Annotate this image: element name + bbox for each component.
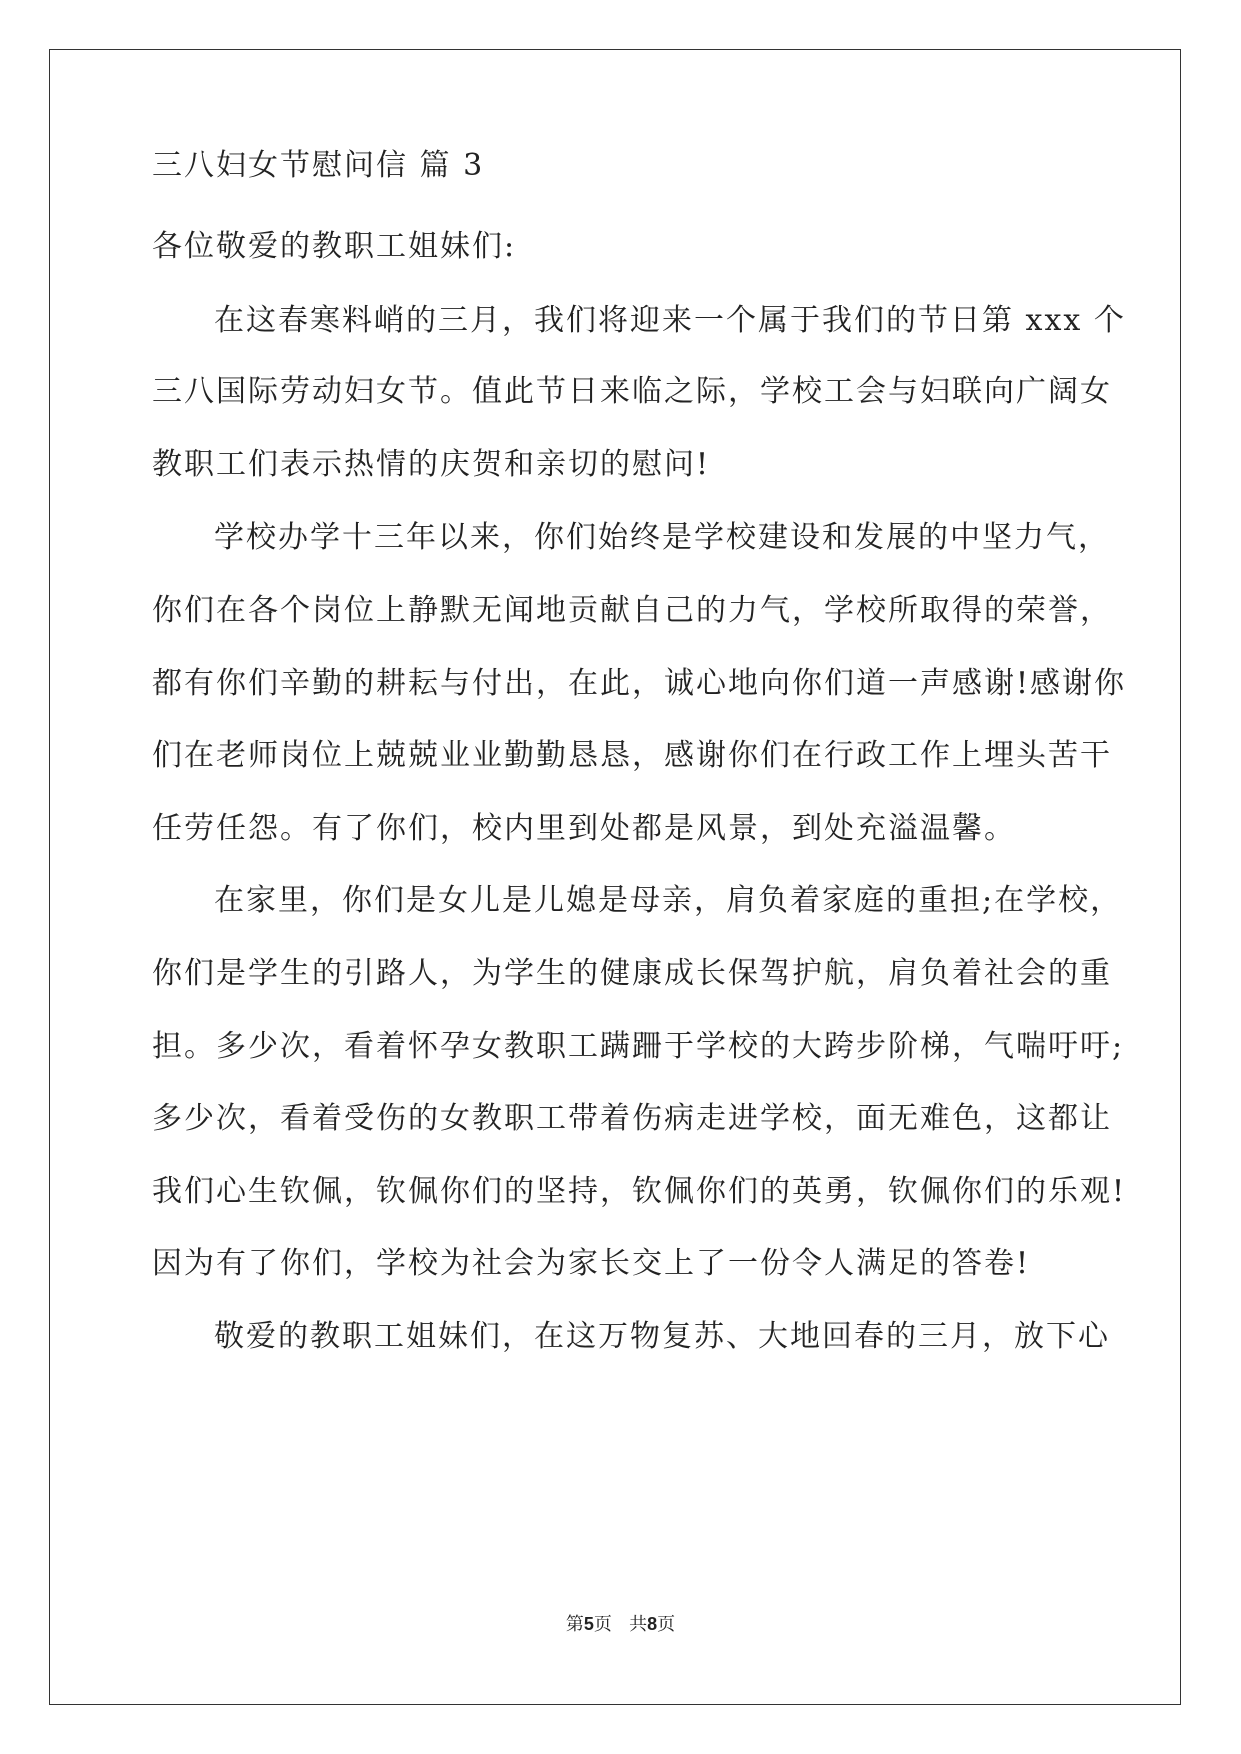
total-page-number: 8 xyxy=(647,1614,658,1634)
document-heading: 三八妇女节慰问信 篇 3 xyxy=(152,148,485,183)
footer-total-suffix: 页 xyxy=(657,1614,676,1635)
current-page-number: 5 xyxy=(583,1614,594,1634)
text-line: 你们是学生的引路人，为学生的健康成长保驾护航，肩负着社会的重 xyxy=(152,956,1112,991)
text-line: 多少次，看着受伤的女教职工带着伤病走进学校，面无难色，这都让 xyxy=(152,1101,1112,1136)
text-line: 我们心生钦佩，钦佩你们的坚持，钦佩你们的英勇，钦佩你们的乐观! xyxy=(152,1174,1127,1209)
text-line: 在这春寒料峭的三月，我们将迎来一个属于我们的节日第 xxx 个 xyxy=(214,303,1126,338)
text-line: 都有你们辛勤的耕耘与付出，在此，诚心地向你们道一声感谢!感谢你 xyxy=(152,666,1127,701)
footer-total-prefix: 共 xyxy=(629,1614,648,1635)
page-footer xyxy=(0,1612,1241,1637)
text-line: 们在老师岗位上兢兢业业勤勤恳恳，感谢你们在行政工作上埋头苦干 xyxy=(152,738,1112,773)
text-line: 你们在各个岗位上静默无闻地贡献自己的力气，学校所取得的荣誉， xyxy=(152,593,1112,628)
salutation: 各位敬爱的教职工姐妹们: xyxy=(152,229,517,264)
text-line: 担。多少次，看着怀孕女教职工蹒跚于学校的大跨步阶梯，气喘吁吁; xyxy=(152,1029,1125,1064)
text-line: 在家里，你们是女儿是儿媳是母亲，肩负着家庭的重担;在学校， xyxy=(214,883,1123,918)
text-line: 教职工们表示热情的庆贺和亲切的慰问! xyxy=(152,447,711,482)
text-line: 因为有了你们，学校为社会为家长交上了一份令人满足的答卷! xyxy=(152,1246,1031,1281)
footer-prefix: 第 xyxy=(565,1614,584,1635)
text-line: 三八国际劳动妇女节。值此节日来临之际，学校工会与妇联向广阔女 xyxy=(152,374,1112,409)
text-line: 学校办学十三年以来，你们始终是学校建设和发展的中坚力气， xyxy=(214,520,1110,555)
text-line: 任劳任怨。有了你们，校内里到处都是风景，到处充溢温馨。 xyxy=(152,811,1016,846)
text-line: 敬爱的教职工姐妹们，在这万物复苏、大地回春的三月，放下心 xyxy=(214,1319,1110,1354)
page-border xyxy=(49,49,1181,1705)
footer-page-suffix: 页 xyxy=(593,1614,612,1635)
